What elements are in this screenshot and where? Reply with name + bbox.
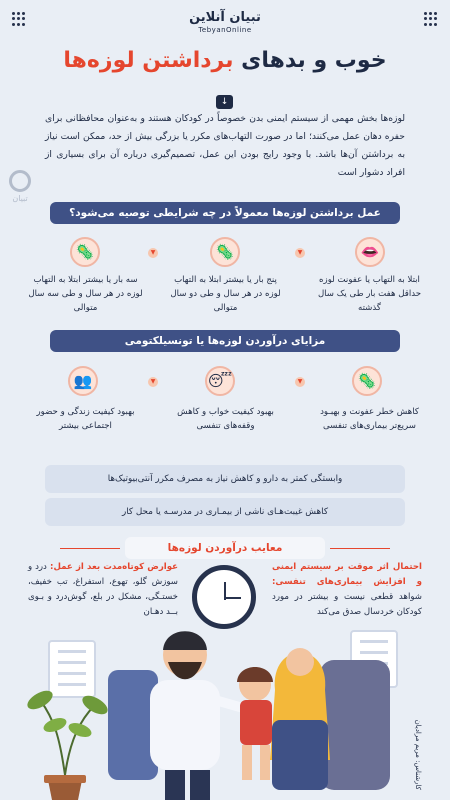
brand-name-en: TebyanOnline — [198, 26, 252, 34]
doctor-figure — [108, 631, 250, 800]
brand-name-fa: تبیان آنلاین — [189, 10, 261, 25]
virus-icon: 🦠 — [70, 237, 100, 267]
condition-item: پنج بار یا بیشتر ابتلا به التهاب لوزه در هر سال و طی دو سال متوالی — [170, 275, 281, 313]
separator-dot: ▼ — [148, 248, 158, 258]
benefit-item: بهبود کیفیت خواب و کاهش وقفه‌های تنفسی — [177, 407, 274, 431]
intro-paragraph: لوزه‌ها بخش مهمی از سیستم ایمنی بدن خصوصاً در کودکان هستند و به‌عنوان محافظانی برای حفره دهان عمل می‌کنند؛ اما در صورت التهاب‌های مکرر یا بزرگی بیش از حد، ممکن است نیاز به برداشتن آن‌ها باشد. با وجود رایج بودن این عمل، تصمیم‌گیری درباره آن برای بسیاری از افراد دشوار است — [45, 113, 405, 178]
drawbacks-heading: معایب درآوردن لوزه‌ها — [125, 537, 325, 559]
drawback-immune-text: شواهد قطعی نیست و بیشتر در مورد کودکان خردسال صدق می‌کند — [272, 592, 422, 617]
benefits-heading: مزایای درآوردن لوزه‌ها یا تونسیلکتومی — [50, 330, 400, 352]
separator-dot: ▼ — [148, 377, 158, 387]
watermark-label: تبیان — [12, 194, 28, 203]
drawback-short-term-text: درد و سوزش گلو، تهوع، استفراغ، تب خفیف، خستـگی، مشکل در بلع، گوش‌درد و بـوی بــد دهـان — [28, 562, 178, 617]
social-life-icon: 👥 — [68, 366, 98, 396]
sleeping-person-icon: 😴 — [205, 366, 235, 396]
mother-figure — [270, 648, 390, 790]
title-part-2: برداشتن لوزه‌ها — [63, 48, 234, 73]
side-watermark-logo — [2, 170, 38, 203]
brand-logo — [0, 10, 450, 34]
bacteria-icon: 🦠 — [352, 366, 382, 396]
title-part-1: خوب و بدهای — [233, 48, 387, 73]
drawback-immune-title: احتمال اثر موقت بر سیستم ایمنی و افزایش بیماری‌های تنفسی: — [272, 562, 422, 587]
condition-item: سه بار یا بیشتر ابتلا به التهاب لوزه در هر سال و طی سه سال متوالی — [28, 275, 143, 313]
potted-plant-icon — [24, 687, 110, 800]
watermark-icon — [9, 170, 31, 192]
benefit-item: بهبود کیفیت زندگی و حضور اجتماعی بیشتر — [36, 407, 135, 431]
germ-icon: 🦠 — [210, 237, 240, 267]
benefit-item: کاهش خطر عفونت و بهبـود سریع‌تر بیماری‌های تنفسی — [320, 407, 419, 431]
separator-dot: ▼ — [295, 377, 305, 387]
page-title — [0, 48, 450, 73]
inflamed-tonsil-icon: 👄 — [355, 237, 385, 267]
drawback-short-term-title: عوارض کوتاه‌مدت بعد از عمل: — [46, 562, 178, 572]
doctor-and-patient-illustration — [0, 600, 450, 800]
child-figure — [237, 667, 273, 780]
benefit-pill: کاهش غیبت‌هـای ناشی از بیمـاری در مدرسـه یا محل کار — [45, 498, 405, 526]
condition-item: ابتلا به التهاب یا عفونت لوزه حداقل هفت بار طی یک سال گذشته — [317, 275, 422, 313]
arrow-down-icon: ↓ — [216, 95, 233, 109]
separator-dot: ▼ — [295, 248, 305, 258]
conditions-heading: عمل برداشتن لوزه‌ها معمولاً در چه شرایطی توصیه می‌شود؟ — [50, 202, 400, 224]
benefit-pill: وابستگی کمتر به دارو و کاهش نیاز به مصرف مکرر آنتی‌بیوتیک‌ها — [45, 465, 405, 493]
credit-line: کارشناس: مریم مرادیان — [414, 719, 422, 790]
